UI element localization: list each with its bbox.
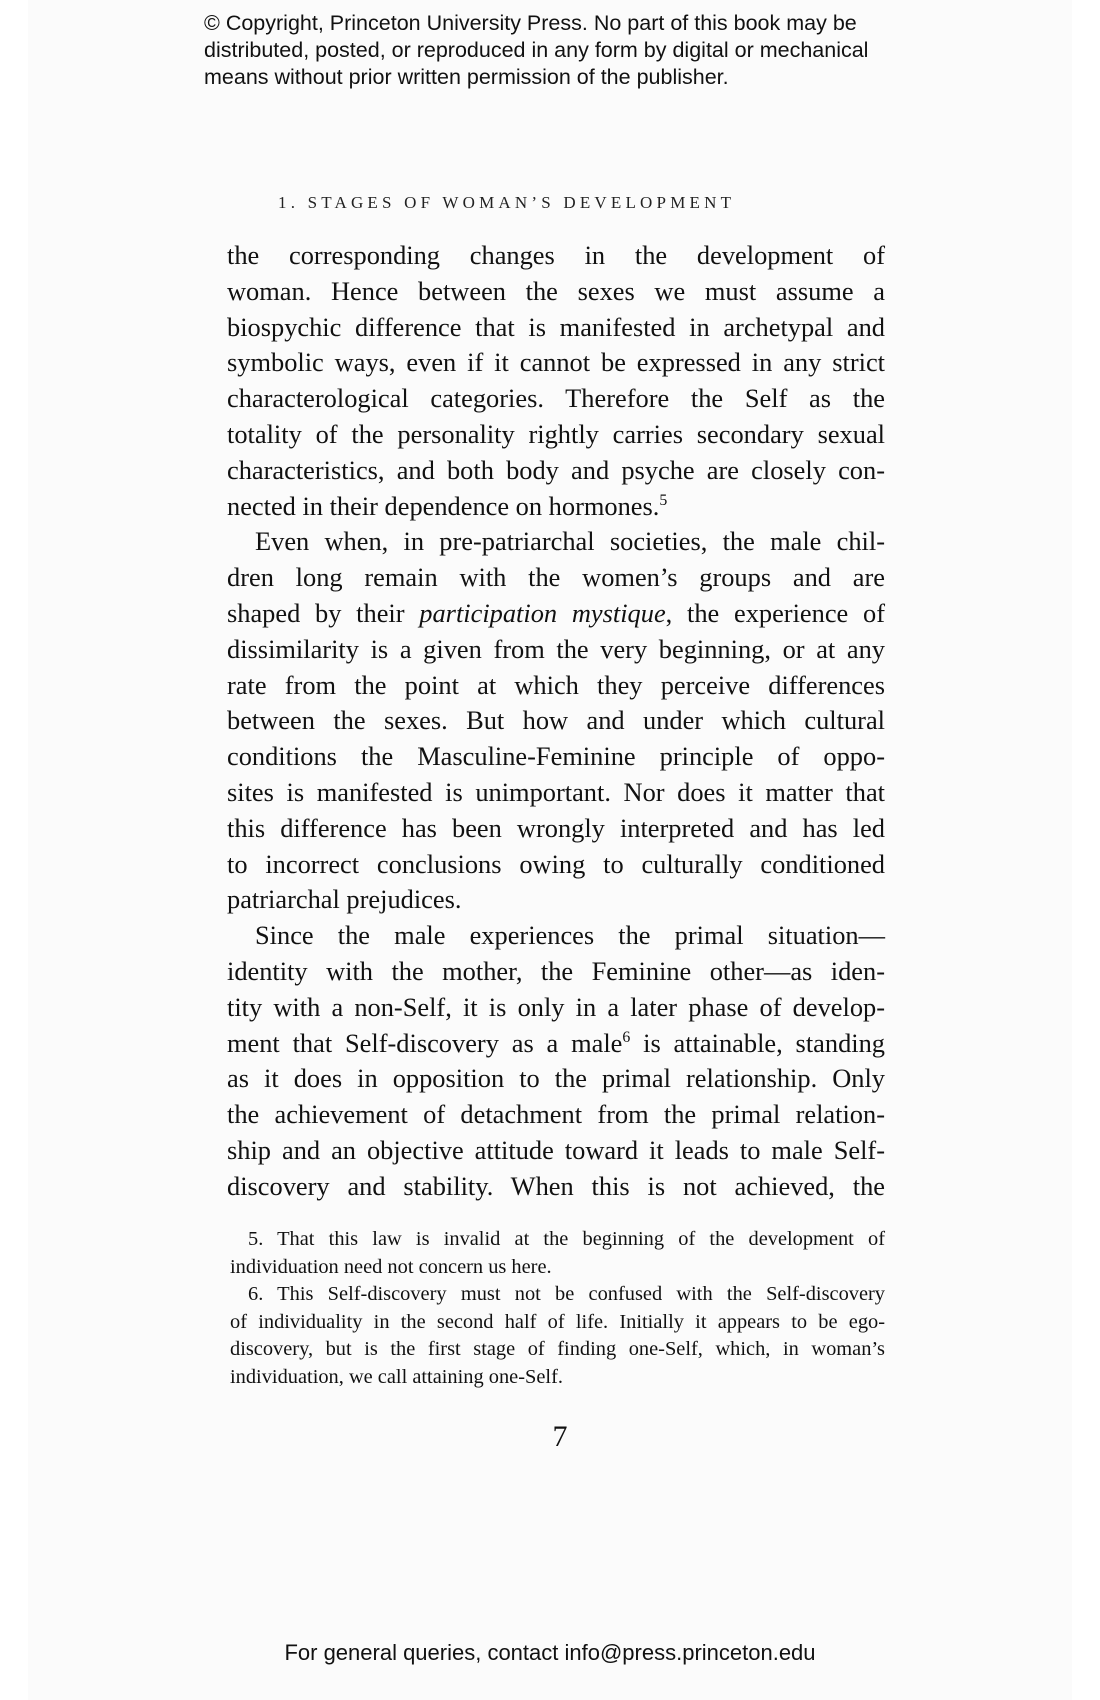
text-line: this difference has been wrongly interpreted and has led	[227, 812, 885, 843]
italic-term: participation mystique	[419, 597, 666, 628]
footnote-ref-5[interactable]: 5	[659, 491, 668, 509]
text-line: identity with the mother, the Feminine other—as iden-	[227, 955, 885, 986]
text-line: discovery and stability. When this is not achieved, the	[227, 1170, 885, 1201]
contact-footer: For general queries, contact info@press.princeton.edu	[284, 1640, 816, 1665]
footnotes	[230, 1226, 885, 1392]
text-line	[227, 489, 885, 525]
text-line: patriarchal prejudices.	[227, 884, 462, 915]
text-line: characteristics, and both body and psyche are closely con-	[227, 454, 885, 485]
text-line: dissimilarity is a given from the very beginning, or at any	[227, 633, 885, 664]
footnote-6-line: individuation, we call attaining one-Self.	[230, 1365, 563, 1388]
footnote-6-line: discovery, but is the first stage of finding one-Self, which, in woman’s	[230, 1338, 885, 1361]
footnote-ref-6[interactable]: 6	[622, 1028, 631, 1046]
page-number: 7	[552, 1420, 568, 1453]
text-line: Even when, in pre-patriarchal societies, the male chil-	[255, 526, 885, 557]
copyright-line: © Copyright, Princeton University Press. No part of this book may be	[204, 11, 857, 35]
text-line	[227, 1026, 885, 1062]
running-head: 1. STAGES OF WOMAN’S DEVELOPMENT	[278, 193, 736, 212]
text-line: between the sexes. But how and under which cultural	[227, 705, 885, 736]
text-line: to incorrect conclusions owing to culturally conditioned	[227, 848, 885, 879]
text-fragment: nected in their dependence on hormones.	[227, 490, 660, 521]
text-line: Since the male experiences the primal situation—	[255, 920, 885, 951]
footnote-5-line: 5. That this law is invalid at the beginning of the development of	[248, 1228, 885, 1250]
copyright-notice	[204, 10, 924, 91]
text-line: characterological categories. Therefore the Self as the	[227, 383, 885, 414]
text-line: symbolic ways, even if it cannot be expressed in any strict	[227, 347, 885, 378]
footnote-5-line: individuation need not concern us here.	[230, 1255, 552, 1278]
footnote-6-line: 6. This Self-discovery must not be confused with the Self-discovery	[248, 1283, 885, 1306]
text-line: conditions the Masculine-Feminine principle of oppo-	[227, 741, 885, 772]
copyright-line: means without prior written permission of the publisher.	[204, 65, 729, 89]
text-line: dren long remain with the women’s groups and are	[227, 562, 885, 593]
text-line: the achievement of detachment from the primal relation-	[227, 1099, 885, 1130]
text-fragment: , the experience of	[665, 597, 885, 628]
text-line: tity with a non-Self, it is only in a later phase of develop-	[227, 991, 885, 1022]
copyright-line: distributed, posted, or reproduced in any form by digital or mechanical	[204, 38, 869, 62]
text-fragment: ment that Self-discovery as a male	[227, 1027, 623, 1058]
footnote-6-line: of individuality in the second half of life. Initially it appears to be ego-	[230, 1310, 885, 1333]
text-line	[227, 596, 885, 632]
text-fragment: shaped by their	[227, 597, 420, 628]
text-line: ship and an objective attitude toward it leads to male Self-	[227, 1134, 885, 1165]
text-line: rate from the point at which they perceive differences	[227, 669, 885, 700]
body-text	[227, 238, 885, 1205]
text-line: sites is manifested is unimportant. Nor does it matter that	[227, 776, 885, 807]
text-line: the corresponding changes in the development of	[227, 240, 885, 270]
text-fragment: is attainable, standing	[630, 1027, 885, 1058]
text-line: woman. Hence between the sexes we must assume a	[227, 275, 885, 306]
text-line: as it does in opposition to the primal relationship. Only	[227, 1063, 885, 1094]
text-line: biospychic difference that is manifested in archetypal and	[227, 311, 885, 342]
text-line: totality of the personality rightly carries secondary sexual	[227, 418, 885, 449]
